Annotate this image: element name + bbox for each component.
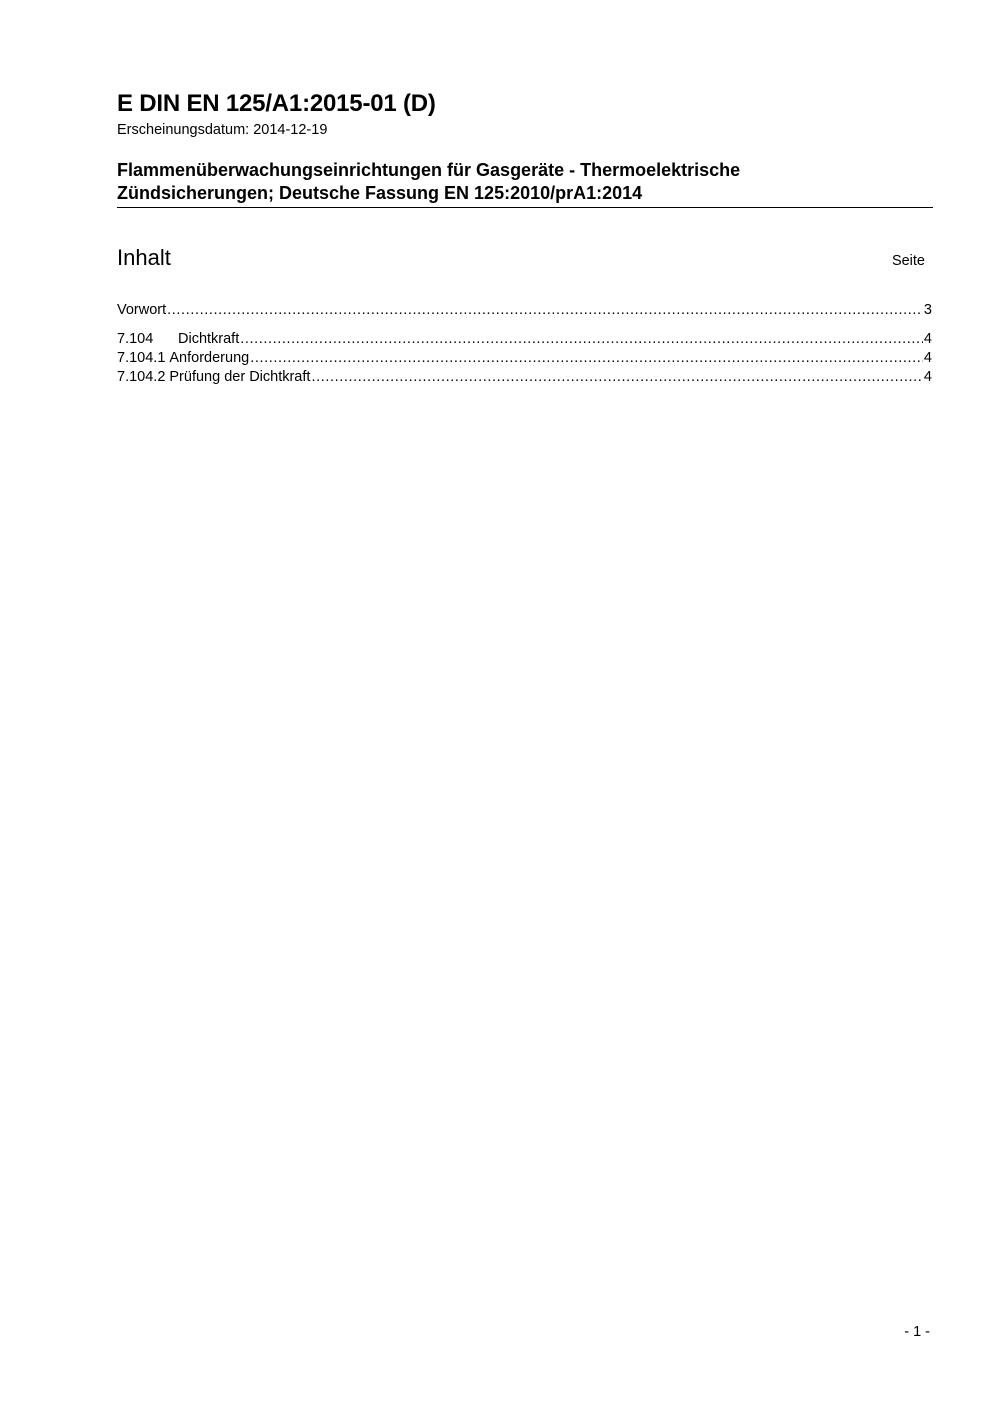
- toc-entry-label: Vorwort: [117, 302, 167, 318]
- toc-entry-7-104-2[interactable]: [117, 368, 932, 387]
- toc-dot-leader: [311, 368, 922, 387]
- toc-entry-label: Prüfung der Dichtkraft: [169, 369, 311, 385]
- toc-heading: Inhalt: [117, 245, 171, 270]
- toc-dot-leader: [250, 349, 923, 368]
- toc-entry-page: 4: [923, 369, 932, 385]
- publication-date: Erscheinungsdatum: 2014-12-19: [117, 122, 328, 138]
- toc-dot-leader: [167, 301, 923, 320]
- toc-entry-number: 7.104.2: [117, 369, 166, 385]
- toc-entry-label: Dichtkraft: [178, 331, 240, 347]
- document-title-line-2: Zündsicherungen; Deutsche Fassung EN 125:2010/prA1:2014: [117, 183, 643, 203]
- toc-entry-page: 4: [923, 350, 932, 366]
- document-id: E DIN EN 125/A1:2015-01 (D): [117, 90, 436, 117]
- toc-entry-7-104[interactable]: [117, 330, 932, 349]
- document-title-line-1: Flammenüberwachungseinrichtungen für Gasgeräte - Thermoelektrische: [117, 160, 741, 180]
- toc-entry-page: 4: [923, 331, 932, 347]
- toc-entry-7-104-1[interactable]: [117, 349, 932, 368]
- toc-entry-label: Anforderung: [169, 350, 250, 366]
- toc-page-column-label: Seite: [891, 253, 925, 269]
- toc-entry-number: 7.104.1: [117, 350, 166, 366]
- toc-entry-vorwort[interactable]: [117, 301, 932, 320]
- document-title: [117, 159, 933, 208]
- toc-dot-leader: [240, 330, 923, 349]
- toc-entry-page: 3: [923, 302, 932, 318]
- toc-entry-number: 7.104: [117, 331, 154, 347]
- page-number: - 1 -: [904, 1324, 930, 1340]
